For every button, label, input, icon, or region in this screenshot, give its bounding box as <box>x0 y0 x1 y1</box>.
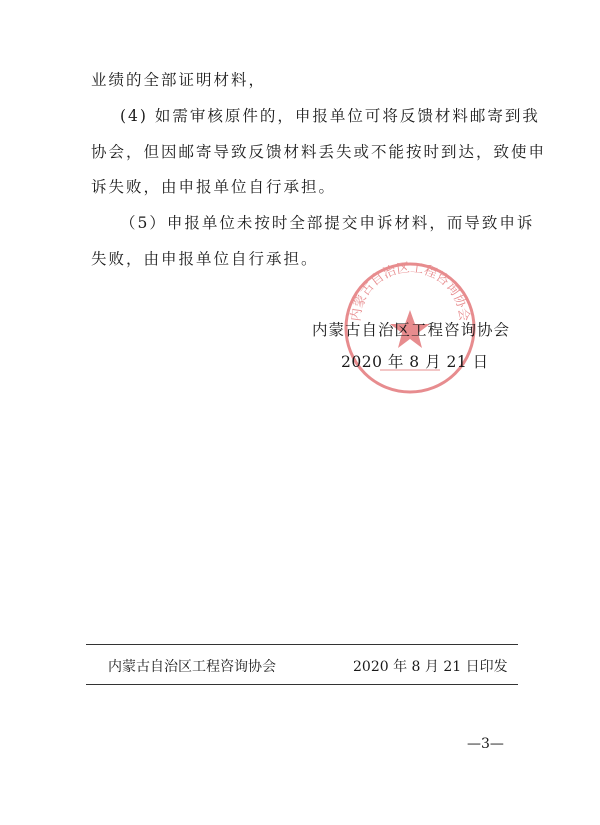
body-line-5: （5）申报单位未按时全部提交申诉材料，而导致申诉 <box>120 214 535 232</box>
body-line-1: 业绩的全部证明材料， <box>91 71 267 89</box>
footer-organization: 内蒙古自治区工程咨询协会 <box>108 659 276 675</box>
body-line-4: 诉失败，由申报单位自行承担。 <box>91 178 337 196</box>
body-line-2: (4) 如需审核原件的，申报单位可将反馈材料邮寄到我 <box>120 107 540 125</box>
footer-issue-date: 2020 年 8 月 21 日印发 <box>353 659 508 675</box>
footer-rule-top <box>86 644 518 645</box>
signature-date: 2020 年 8 月 21 日 <box>341 353 489 371</box>
signature-organization: 内蒙古自治区工程咨询协会 <box>312 321 511 339</box>
footer-rule-bottom <box>86 684 518 685</box>
page-number: —3— <box>467 736 504 752</box>
body-line-6: 失败，由申报单位自行承担。 <box>91 250 319 268</box>
svg-text:内蒙古自治区工程咨询协会: 内蒙古自治区工程咨询协会 <box>348 260 472 323</box>
body-line-3: 协会，但因邮寄导致反馈材料丢失或不能按时到达，致使申 <box>91 143 547 161</box>
